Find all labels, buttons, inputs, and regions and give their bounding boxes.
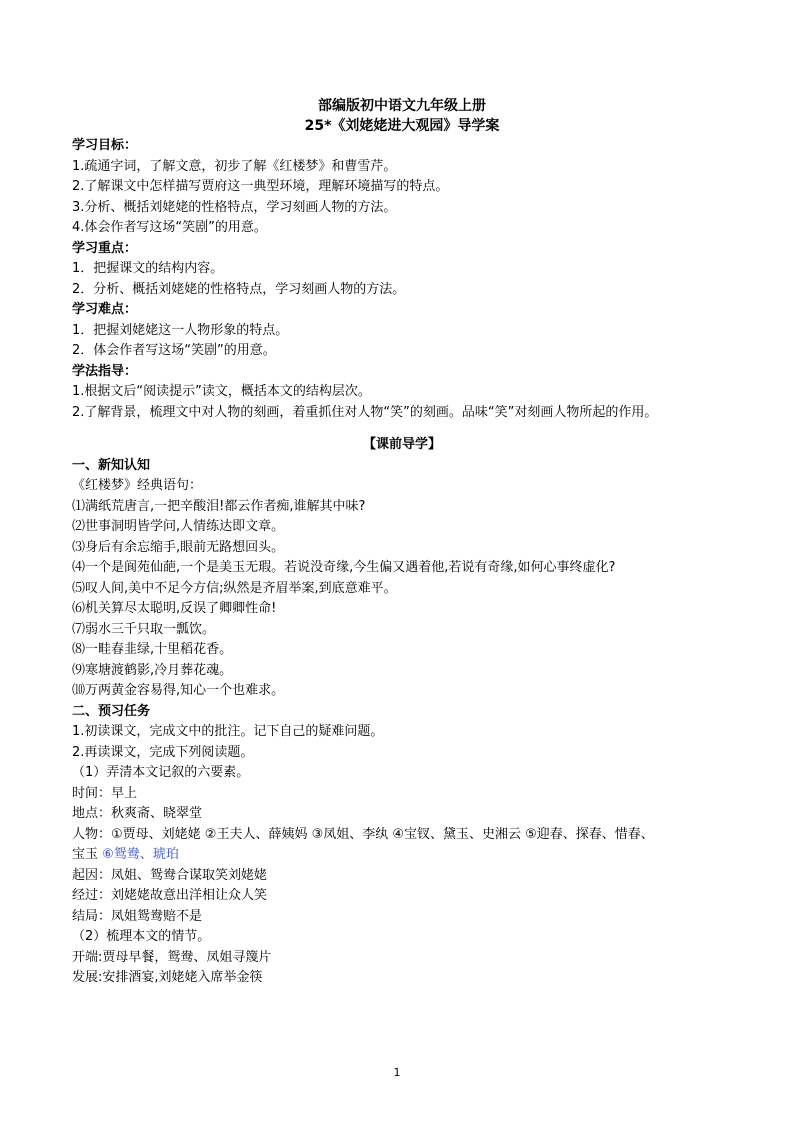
doc-title-line1: 部编版初中语文九年级上册 bbox=[318, 98, 486, 114]
element-result: 结局：凤姐鸳鸯赔不是 bbox=[72, 908, 203, 924]
subtask-six-elements: （1）弄清本文记叙的六要素。 bbox=[72, 765, 250, 780]
element-people-line2 bbox=[72, 845, 732, 866]
task-item: 1.初读课文，完成文中的批注。记下自己的疑难问题。 bbox=[72, 724, 384, 739]
section2-heading: 二、预习任务 bbox=[72, 703, 151, 719]
quote-item: ⑽万两黄金容易得,知心一个也难求。 bbox=[72, 683, 285, 698]
key-point-item: 2．分析、概括刘姥姥的性格特点，学习刻画人物的方法。 bbox=[72, 281, 406, 297]
quote-item: ⑷一个是阆苑仙葩,一个是美玉无瑕。若说没奇缘,今生偏又遇着他,若说有奇缘,如何心事终虚化? bbox=[72, 560, 616, 575]
goal-item: 2.了解课文中怎样描写贾府这一典型环境，理解环境描写的特点。 bbox=[72, 179, 449, 194]
quote-item: ⑹机关算尽太聪明,反误了卿卿性命! bbox=[72, 601, 277, 616]
quote-item: ⑶身后有余忘缩手,眼前无路想回头。 bbox=[72, 539, 285, 555]
page-number: 1 bbox=[393, 1066, 401, 1079]
plot-beginning: 开端:贾母早餐，鸳鸯、凤姐寻篾片 bbox=[72, 949, 272, 965]
quote-item: ⑻一畦春韭绿,十里稻花香。 bbox=[72, 642, 233, 657]
quote-item: ⑺弱水三千只取一瓢饮。 bbox=[72, 621, 216, 637]
element-process: 经过：刘姥姥故意出洋相让众人笑 bbox=[72, 888, 268, 903]
difficulties-heading: 学习难点： bbox=[72, 302, 138, 317]
people-line2-highlight: ⑥鸳鸯、琥珀 bbox=[102, 847, 179, 862]
subtask-plot: （2）梳理本文的情节。 bbox=[72, 929, 211, 944]
quote-item: ⑴满纸荒唐言,一把辛酸泪!都云作者痴,谁解其中味? bbox=[72, 498, 366, 514]
people-line2-text: 宝玉 bbox=[72, 847, 103, 862]
goal-item: 3.分析、概括刘姥姥的性格特点，学习刻画人物的方法。 bbox=[72, 199, 397, 215]
quote-item: ⑼寒塘渡鹤影,冷月葬花魂。 bbox=[72, 662, 233, 678]
element-place: 地点：秋爽斋、晓翠堂 bbox=[72, 806, 203, 821]
goal-item: 4.体会作者写这场“笑剧”的用意。 bbox=[72, 220, 267, 235]
difficulty-item: 1．把握刘姥姥这一人物形象的特点。 bbox=[72, 322, 289, 338]
preclass-heading: 【课前导学】 bbox=[362, 437, 441, 452]
element-cause: 起因：凤姐、鸳鸯合谋取笑刘姥姥 bbox=[72, 867, 268, 883]
section1-heading: 一、新知认知 bbox=[72, 457, 151, 473]
quotes-intro: 《红楼梦》经典语句： bbox=[72, 478, 203, 493]
element-time: 时间：早上 bbox=[72, 785, 138, 801]
plot-development: 发展:安排酒宴,刘姥姥入席举金筷 bbox=[72, 970, 263, 985]
quote-item: ⑵世事洞明皆学问,人情练达即文章。 bbox=[72, 519, 285, 534]
methods-heading: 学法指导： bbox=[72, 363, 138, 379]
goal-item: 1.疏通字词，了解文意，初步了解《红楼梦》和曹雪芹。 bbox=[72, 158, 397, 174]
quote-item: ⑸叹人间,美中不足今方信;纵然是齐眉举案,到底意难平。 bbox=[72, 580, 397, 596]
goals-heading: 学习目标： bbox=[72, 138, 138, 153]
doc-title-line2: 25*《刘姥姥进大观园》导学案 bbox=[304, 118, 500, 134]
key-points-heading: 学习重点： bbox=[72, 240, 138, 256]
difficulty-item: 2．体会作者写这场“笑剧”的用意。 bbox=[72, 343, 276, 358]
method-item: 1.根据文后“阅读提示”读文，概括本文的结构层次。 bbox=[72, 384, 371, 399]
task-item: 2.再读课文，完成下列阅读题。 bbox=[72, 744, 254, 760]
method-item: 2.了解背景，梳理文中对人物的刻画，着重抓住对人物“笑”的刻画。品味“笑”对刻画人物所起的作用。 bbox=[72, 404, 658, 420]
key-point-item: 1．把握课文的结构内容。 bbox=[72, 261, 224, 276]
element-people-line1: 人物：①贾母、刘姥姥 ②王夫人、薛姨妈 ③凤姐、李纨 ④宝钗、黛玉、史湘云 ⑤迎春、探春、惜春、 bbox=[72, 826, 654, 842]
document-page bbox=[72, 96, 732, 989]
